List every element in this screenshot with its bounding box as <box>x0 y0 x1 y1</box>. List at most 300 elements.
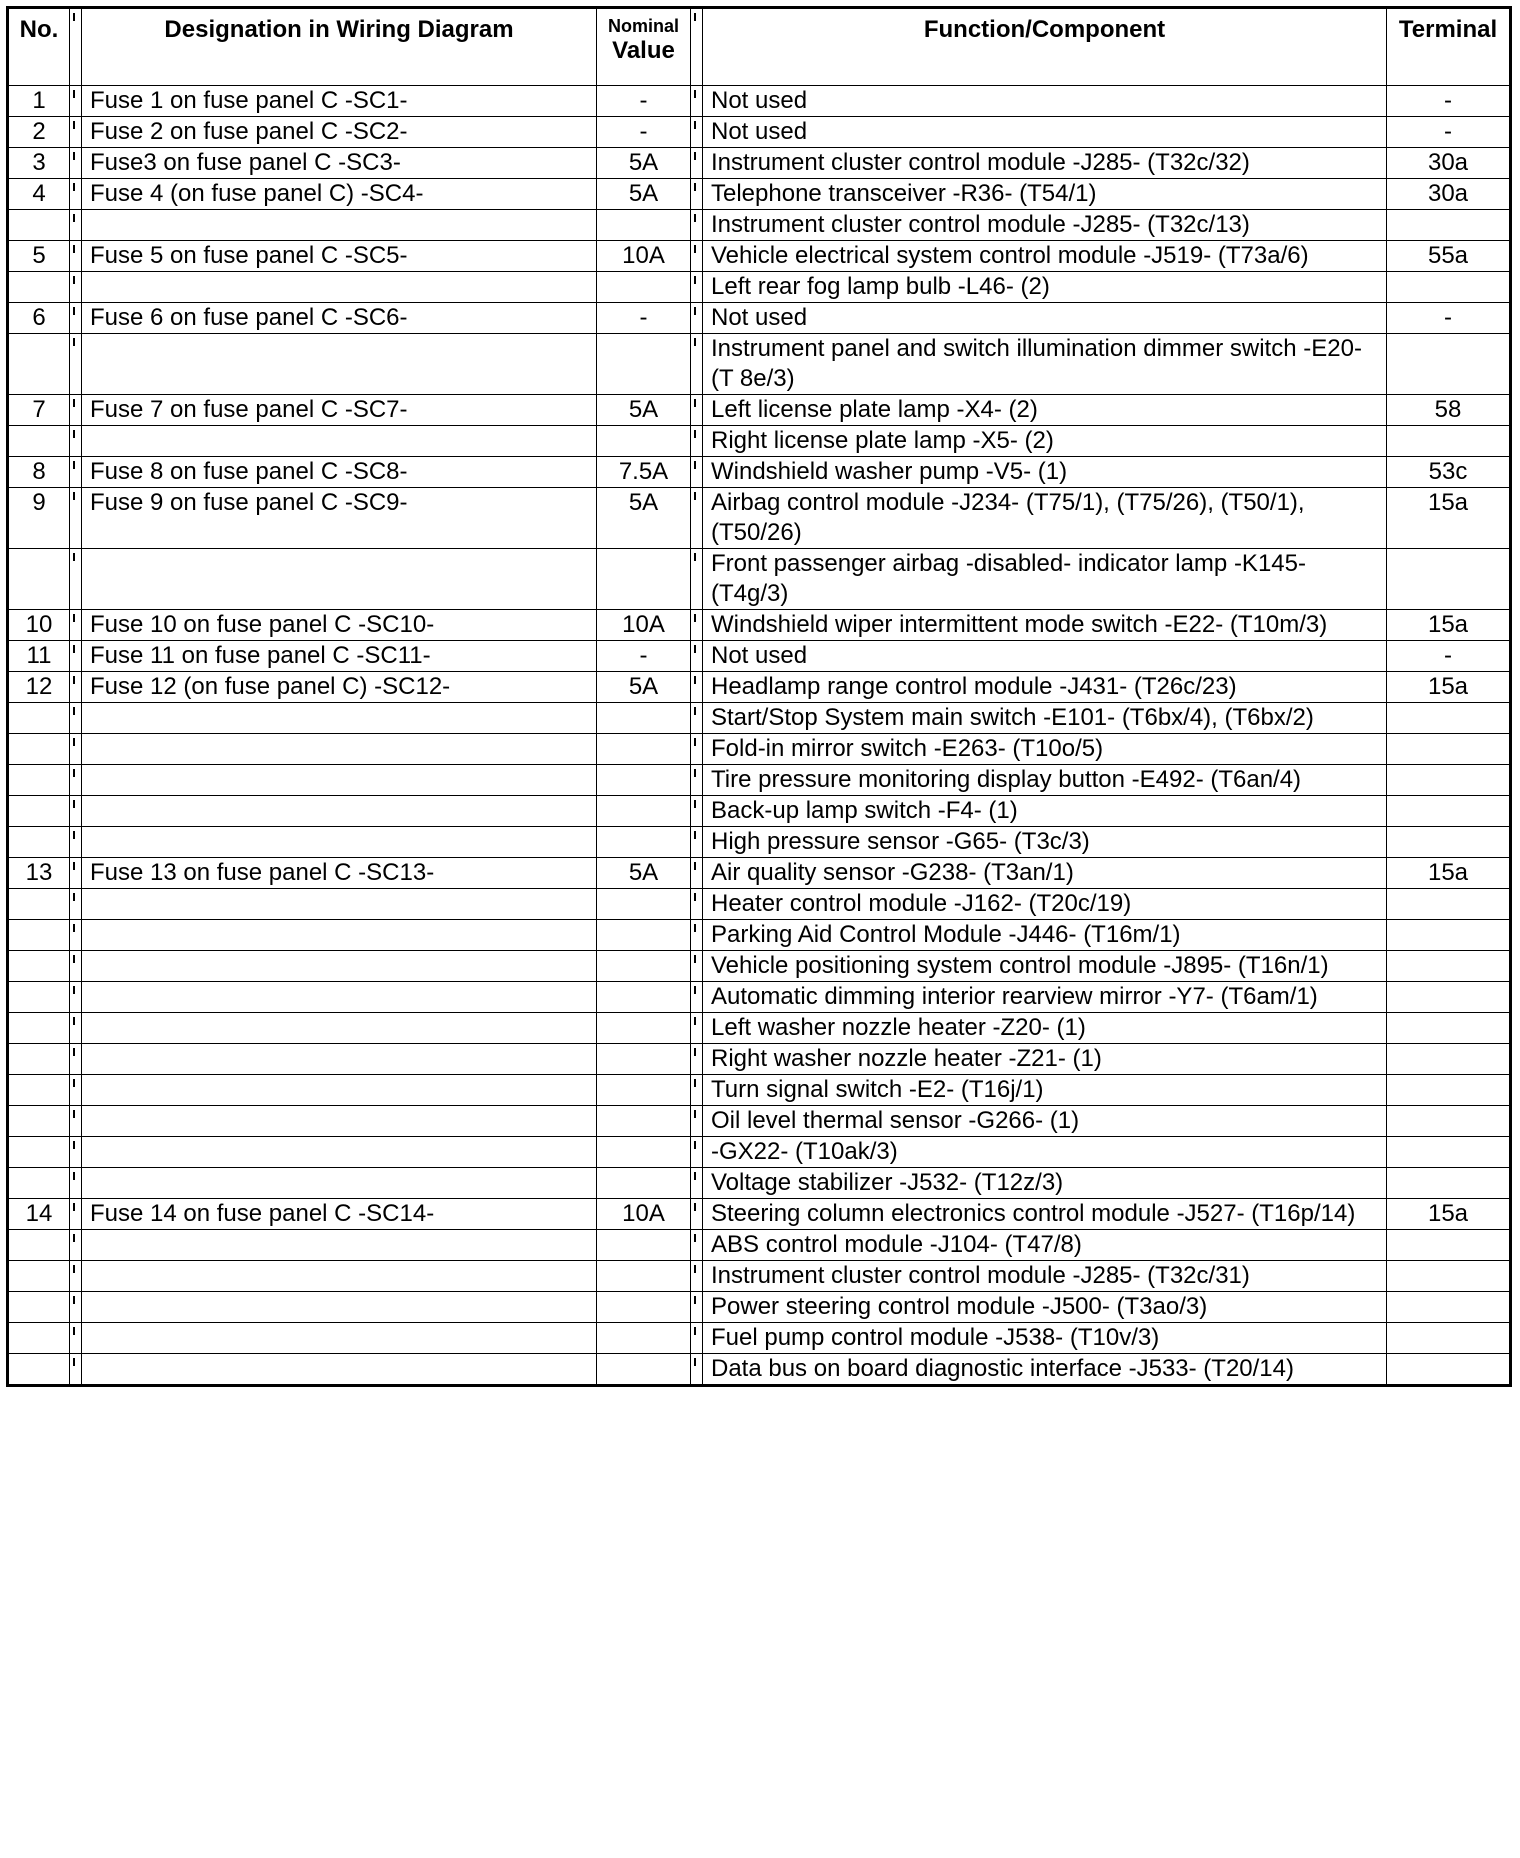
cell-designation <box>82 1044 597 1075</box>
cell-nominal-value <box>597 1013 691 1044</box>
cell-terminal <box>1387 889 1511 920</box>
cell-terminal: 58 <box>1387 395 1511 426</box>
cell-designation <box>82 1013 597 1044</box>
cell-nominal-value <box>597 1044 691 1075</box>
table-row <box>8 641 1511 672</box>
cell-designation <box>82 765 597 796</box>
cell-designation <box>82 1106 597 1137</box>
cell-designation: Fuse 10 on fuse panel C -SC10- <box>82 610 597 641</box>
cell-nominal-value <box>597 765 691 796</box>
cell-terminal <box>1387 549 1511 610</box>
cell-function: Parking Aid Control Module -J446- (T16m/1) <box>703 920 1387 951</box>
cell-nominal-value: 10A <box>597 241 691 272</box>
cell-designation <box>82 734 597 765</box>
table-body <box>8 86 1511 1386</box>
cell-spacer <box>691 858 703 889</box>
cell-function: Data bus on board diagnostic interface -J533- (T20/14) <box>703 1354 1387 1386</box>
cell-no: 8 <box>8 457 70 488</box>
cell-function: Power steering control module -J500- (T3ao/3) <box>703 1292 1387 1323</box>
cell-nominal-value <box>597 426 691 457</box>
cell-function: Vehicle electrical system control module -J519- (T73a/6) <box>703 241 1387 272</box>
table-row <box>8 488 1511 549</box>
table-row <box>8 951 1511 982</box>
table-row <box>8 272 1511 303</box>
cell-function: Start/Stop System main switch -E101- (T6bx/4), (T6bx/2) <box>703 703 1387 734</box>
cell-spacer <box>70 1044 82 1075</box>
cell-spacer <box>691 1323 703 1354</box>
cell-terminal: - <box>1387 117 1511 148</box>
cell-function: Instrument cluster control module -J285- (T32c/31) <box>703 1261 1387 1292</box>
cell-no <box>8 1106 70 1137</box>
table-row <box>8 796 1511 827</box>
cell-no <box>8 1354 70 1386</box>
cell-nominal-value: 5A <box>597 395 691 426</box>
cell-designation <box>82 1354 597 1386</box>
cell-nominal-value: - <box>597 117 691 148</box>
cell-spacer <box>691 1261 703 1292</box>
cell-spacer <box>70 179 82 210</box>
cell-spacer <box>70 488 82 549</box>
header-function: Function/Component <box>703 8 1387 86</box>
cell-spacer <box>70 86 82 117</box>
cell-function: Steering column electronics control module -J527- (T16p/14) <box>703 1199 1387 1230</box>
cell-spacer <box>691 734 703 765</box>
cell-no <box>8 920 70 951</box>
table-row <box>8 241 1511 272</box>
cell-nominal-value <box>597 1137 691 1168</box>
cell-no <box>8 1230 70 1261</box>
cell-spacer <box>70 610 82 641</box>
cell-nominal-value: 10A <box>597 610 691 641</box>
cell-spacer <box>70 334 82 395</box>
cell-function: Voltage stabilizer -J532- (T12z/3) <box>703 1168 1387 1199</box>
cell-designation <box>82 334 597 395</box>
cell-function: Tire pressure monitoring display button -E492- (T6an/4) <box>703 765 1387 796</box>
cell-spacer <box>691 982 703 1013</box>
cell-designation <box>82 796 597 827</box>
cell-function: Airbag control module -J234- (T75/1), (T75/26), (T50/1), (T50/26) <box>703 488 1387 549</box>
cell-spacer <box>70 765 82 796</box>
table-row <box>8 1168 1511 1199</box>
cell-no <box>8 827 70 858</box>
cell-nominal-value <box>597 1354 691 1386</box>
cell-spacer <box>70 457 82 488</box>
table-row <box>8 610 1511 641</box>
table-row <box>8 86 1511 117</box>
header-spacer <box>691 8 703 86</box>
cell-designation <box>82 951 597 982</box>
cell-nominal-value <box>597 334 691 395</box>
cell-function: Right license plate lamp -X5- (2) <box>703 426 1387 457</box>
table-row <box>8 179 1511 210</box>
cell-terminal <box>1387 426 1511 457</box>
cell-designation <box>82 272 597 303</box>
cell-nominal-value: 10A <box>597 1199 691 1230</box>
cell-terminal <box>1387 827 1511 858</box>
cell-designation <box>82 1168 597 1199</box>
cell-function: Not used <box>703 303 1387 334</box>
cell-nominal-value <box>597 889 691 920</box>
cell-no <box>8 1168 70 1199</box>
cell-nominal-value: 5A <box>597 148 691 179</box>
cell-spacer <box>70 734 82 765</box>
table-row <box>8 1044 1511 1075</box>
table-row <box>8 1323 1511 1354</box>
cell-terminal <box>1387 1013 1511 1044</box>
cell-nominal-value <box>597 982 691 1013</box>
cell-spacer <box>691 334 703 395</box>
cell-designation <box>82 210 597 241</box>
header-nominal-value <box>597 8 691 86</box>
cell-designation: Fuse 8 on fuse panel C -SC8- <box>82 457 597 488</box>
table-row <box>8 1075 1511 1106</box>
cell-designation <box>82 1292 597 1323</box>
cell-terminal: 15a <box>1387 672 1511 703</box>
cell-spacer <box>691 1106 703 1137</box>
cell-no: 13 <box>8 858 70 889</box>
cell-no: 4 <box>8 179 70 210</box>
cell-designation: Fuse 11 on fuse panel C -SC11- <box>82 641 597 672</box>
cell-spacer <box>691 241 703 272</box>
cell-designation <box>82 703 597 734</box>
cell-spacer <box>691 920 703 951</box>
cell-spacer <box>691 395 703 426</box>
cell-no <box>8 426 70 457</box>
table-row <box>8 1199 1511 1230</box>
cell-spacer <box>70 241 82 272</box>
cell-terminal <box>1387 1075 1511 1106</box>
cell-nominal-value <box>597 210 691 241</box>
cell-spacer <box>70 951 82 982</box>
cell-nominal-value <box>597 951 691 982</box>
table-row <box>8 334 1511 395</box>
table-row <box>8 827 1511 858</box>
cell-spacer <box>70 982 82 1013</box>
cell-terminal <box>1387 982 1511 1013</box>
cell-spacer <box>70 1261 82 1292</box>
table-row <box>8 549 1511 610</box>
cell-function: Back-up lamp switch -F4- (1) <box>703 796 1387 827</box>
cell-function: Oil level thermal sensor -G266- (1) <box>703 1106 1387 1137</box>
cell-spacer <box>691 951 703 982</box>
cell-spacer <box>691 1137 703 1168</box>
cell-no: 11 <box>8 641 70 672</box>
header-no: No. <box>8 8 70 86</box>
cell-spacer <box>70 858 82 889</box>
cell-spacer <box>691 672 703 703</box>
cell-function: Instrument cluster control module -J285- (T32c/32) <box>703 148 1387 179</box>
cell-no: 7 <box>8 395 70 426</box>
cell-terminal: 55a <box>1387 241 1511 272</box>
table-row <box>8 920 1511 951</box>
cell-spacer <box>691 86 703 117</box>
cell-spacer <box>691 703 703 734</box>
cell-spacer <box>70 703 82 734</box>
cell-function: Left license plate lamp -X4- (2) <box>703 395 1387 426</box>
header-nominal: Nominal <box>607 16 679 36</box>
cell-designation <box>82 1323 597 1354</box>
cell-function: Turn signal switch -E2- (T16j/1) <box>703 1075 1387 1106</box>
header-value: Value <box>612 37 675 64</box>
cell-terminal <box>1387 1106 1511 1137</box>
table-row <box>8 734 1511 765</box>
cell-spacer <box>70 796 82 827</box>
cell-function: High pressure sensor -G65- (T3c/3) <box>703 827 1387 858</box>
cell-nominal-value <box>597 827 691 858</box>
cell-spacer <box>691 210 703 241</box>
cell-spacer <box>70 1013 82 1044</box>
cell-spacer <box>70 1354 82 1386</box>
cell-function: ABS control module -J104- (T47/8) <box>703 1230 1387 1261</box>
cell-terminal <box>1387 1044 1511 1075</box>
cell-designation: Fuse 5 on fuse panel C -SC5- <box>82 241 597 272</box>
cell-function: -GX22- (T10ak/3) <box>703 1137 1387 1168</box>
cell-no: 10 <box>8 610 70 641</box>
cell-spacer <box>691 1075 703 1106</box>
cell-nominal-value: 5A <box>597 858 691 889</box>
cell-spacer <box>70 1168 82 1199</box>
cell-nominal-value: 5A <box>597 488 691 549</box>
cell-function: Fold-in mirror switch -E263- (T10o/5) <box>703 734 1387 765</box>
cell-function: Instrument cluster control module -J285- (T32c/13) <box>703 210 1387 241</box>
cell-nominal-value <box>597 1168 691 1199</box>
cell-spacer <box>70 672 82 703</box>
table-row <box>8 148 1511 179</box>
cell-function: Left washer nozzle heater -Z20- (1) <box>703 1013 1387 1044</box>
cell-spacer <box>691 610 703 641</box>
header-terminal: Terminal <box>1387 8 1511 86</box>
cell-designation: Fuse 4 (on fuse panel C) -SC4- <box>82 179 597 210</box>
table-row <box>8 765 1511 796</box>
table-row <box>8 1354 1511 1386</box>
cell-spacer <box>70 1230 82 1261</box>
cell-designation <box>82 1137 597 1168</box>
cell-spacer <box>70 272 82 303</box>
cell-function: Vehicle positioning system control module -J895- (T16n/1) <box>703 951 1387 982</box>
table-row <box>8 982 1511 1013</box>
table-row <box>8 117 1511 148</box>
cell-no <box>8 1292 70 1323</box>
table-row <box>8 426 1511 457</box>
table-row <box>8 1137 1511 1168</box>
cell-designation <box>82 889 597 920</box>
cell-designation <box>82 920 597 951</box>
table-row <box>8 1013 1511 1044</box>
cell-terminal: 30a <box>1387 148 1511 179</box>
cell-no <box>8 549 70 610</box>
cell-terminal: 15a <box>1387 858 1511 889</box>
cell-no: 14 <box>8 1199 70 1230</box>
cell-nominal-value: - <box>597 303 691 334</box>
header-spacer <box>70 8 82 86</box>
cell-designation: Fuse 9 on fuse panel C -SC9- <box>82 488 597 549</box>
cell-spacer <box>70 303 82 334</box>
cell-terminal: 30a <box>1387 179 1511 210</box>
cell-terminal <box>1387 1354 1511 1386</box>
cell-designation: Fuse 12 (on fuse panel C) -SC12- <box>82 672 597 703</box>
cell-terminal <box>1387 1261 1511 1292</box>
cell-function: Front passenger airbag -disabled- indicator lamp -K145- (T4g/3) <box>703 549 1387 610</box>
cell-terminal <box>1387 210 1511 241</box>
cell-designation <box>82 1261 597 1292</box>
table-row <box>8 395 1511 426</box>
cell-terminal: 53c <box>1387 457 1511 488</box>
cell-no <box>8 982 70 1013</box>
cell-spacer <box>70 827 82 858</box>
cell-spacer <box>70 889 82 920</box>
cell-terminal <box>1387 1230 1511 1261</box>
cell-function: Automatic dimming interior rearview mirror -Y7- (T6am/1) <box>703 982 1387 1013</box>
cell-spacer <box>691 765 703 796</box>
cell-function: Not used <box>703 641 1387 672</box>
cell-designation: Fuse 7 on fuse panel C -SC7- <box>82 395 597 426</box>
table-row <box>8 1292 1511 1323</box>
cell-no: 6 <box>8 303 70 334</box>
cell-no <box>8 1323 70 1354</box>
cell-spacer <box>691 889 703 920</box>
cell-spacer <box>70 117 82 148</box>
cell-spacer <box>70 549 82 610</box>
cell-no: 5 <box>8 241 70 272</box>
cell-nominal-value <box>597 1230 691 1261</box>
cell-designation <box>82 1230 597 1261</box>
cell-terminal: - <box>1387 641 1511 672</box>
cell-terminal <box>1387 765 1511 796</box>
table-row <box>8 1261 1511 1292</box>
cell-terminal <box>1387 920 1511 951</box>
cell-spacer <box>691 488 703 549</box>
cell-nominal-value <box>597 796 691 827</box>
table-row <box>8 1230 1511 1261</box>
cell-designation: Fuse 14 on fuse panel C -SC14- <box>82 1199 597 1230</box>
table-row <box>8 703 1511 734</box>
cell-spacer <box>70 1292 82 1323</box>
cell-no: 9 <box>8 488 70 549</box>
cell-terminal <box>1387 272 1511 303</box>
cell-spacer <box>691 1168 703 1199</box>
cell-designation: Fuse 2 on fuse panel C -SC2- <box>82 117 597 148</box>
cell-terminal <box>1387 796 1511 827</box>
fuse-table <box>6 6 1512 1387</box>
cell-no <box>8 1075 70 1106</box>
cell-spacer <box>691 1292 703 1323</box>
cell-designation <box>82 426 597 457</box>
cell-spacer <box>691 1199 703 1230</box>
cell-no <box>8 210 70 241</box>
cell-function: Telephone transceiver -R36- (T54/1) <box>703 179 1387 210</box>
cell-terminal <box>1387 1292 1511 1323</box>
cell-terminal <box>1387 734 1511 765</box>
cell-designation <box>82 982 597 1013</box>
cell-spacer <box>70 426 82 457</box>
cell-spacer <box>691 457 703 488</box>
cell-spacer <box>691 827 703 858</box>
cell-terminal: - <box>1387 86 1511 117</box>
cell-no: 12 <box>8 672 70 703</box>
cell-designation: Fuse 13 on fuse panel C -SC13- <box>82 858 597 889</box>
cell-nominal-value <box>597 272 691 303</box>
cell-spacer <box>691 1354 703 1386</box>
table-row <box>8 889 1511 920</box>
cell-function: Fuel pump control module -J538- (T10v/3) <box>703 1323 1387 1354</box>
cell-spacer <box>70 1323 82 1354</box>
cell-no: 2 <box>8 117 70 148</box>
cell-spacer <box>691 1044 703 1075</box>
cell-no <box>8 1137 70 1168</box>
cell-no <box>8 796 70 827</box>
cell-nominal-value <box>597 549 691 610</box>
table-row <box>8 672 1511 703</box>
cell-terminal: 15a <box>1387 610 1511 641</box>
cell-nominal-value: 5A <box>597 672 691 703</box>
table-row <box>8 303 1511 334</box>
cell-nominal-value: - <box>597 86 691 117</box>
cell-spacer <box>691 641 703 672</box>
cell-nominal-value <box>597 1261 691 1292</box>
cell-no <box>8 951 70 982</box>
cell-spacer <box>70 1106 82 1137</box>
cell-terminal: - <box>1387 303 1511 334</box>
cell-terminal: 15a <box>1387 1199 1511 1230</box>
cell-spacer <box>70 1075 82 1106</box>
cell-nominal-value <box>597 1075 691 1106</box>
cell-spacer <box>691 426 703 457</box>
cell-terminal: 15a <box>1387 488 1511 549</box>
cell-nominal-value <box>597 703 691 734</box>
cell-function: Heater control module -J162- (T20c/19) <box>703 889 1387 920</box>
cell-nominal-value: - <box>597 641 691 672</box>
cell-terminal <box>1387 1137 1511 1168</box>
cell-function: Right washer nozzle heater -Z21- (1) <box>703 1044 1387 1075</box>
cell-no <box>8 334 70 395</box>
table-header-row <box>8 8 1511 86</box>
table-row <box>8 457 1511 488</box>
cell-spacer <box>691 1230 703 1261</box>
cell-spacer <box>70 395 82 426</box>
cell-spacer <box>70 641 82 672</box>
cell-nominal-value: 7.5A <box>597 457 691 488</box>
cell-spacer <box>691 796 703 827</box>
header-designation: Designation in Wiring Diagram <box>82 8 597 86</box>
cell-function: Headlamp range control module -J431- (T26c/23) <box>703 672 1387 703</box>
cell-nominal-value <box>597 1106 691 1137</box>
cell-no <box>8 1013 70 1044</box>
cell-spacer <box>691 148 703 179</box>
cell-spacer <box>691 179 703 210</box>
cell-terminal <box>1387 1168 1511 1199</box>
cell-designation: Fuse 1 on fuse panel C -SC1- <box>82 86 597 117</box>
cell-no <box>8 272 70 303</box>
cell-spacer <box>691 303 703 334</box>
cell-nominal-value <box>597 920 691 951</box>
cell-designation <box>82 827 597 858</box>
cell-spacer <box>70 1199 82 1230</box>
table-row <box>8 210 1511 241</box>
cell-nominal-value <box>597 1292 691 1323</box>
cell-no <box>8 734 70 765</box>
cell-terminal <box>1387 1323 1511 1354</box>
cell-designation: Fuse3 on fuse panel C -SC3- <box>82 148 597 179</box>
cell-designation <box>82 1075 597 1106</box>
cell-spacer <box>691 272 703 303</box>
cell-designation <box>82 549 597 610</box>
table-row <box>8 858 1511 889</box>
cell-function: Left rear fog lamp bulb -L46- (2) <box>703 272 1387 303</box>
cell-no <box>8 889 70 920</box>
cell-no: 3 <box>8 148 70 179</box>
cell-terminal <box>1387 334 1511 395</box>
cell-no <box>8 1261 70 1292</box>
